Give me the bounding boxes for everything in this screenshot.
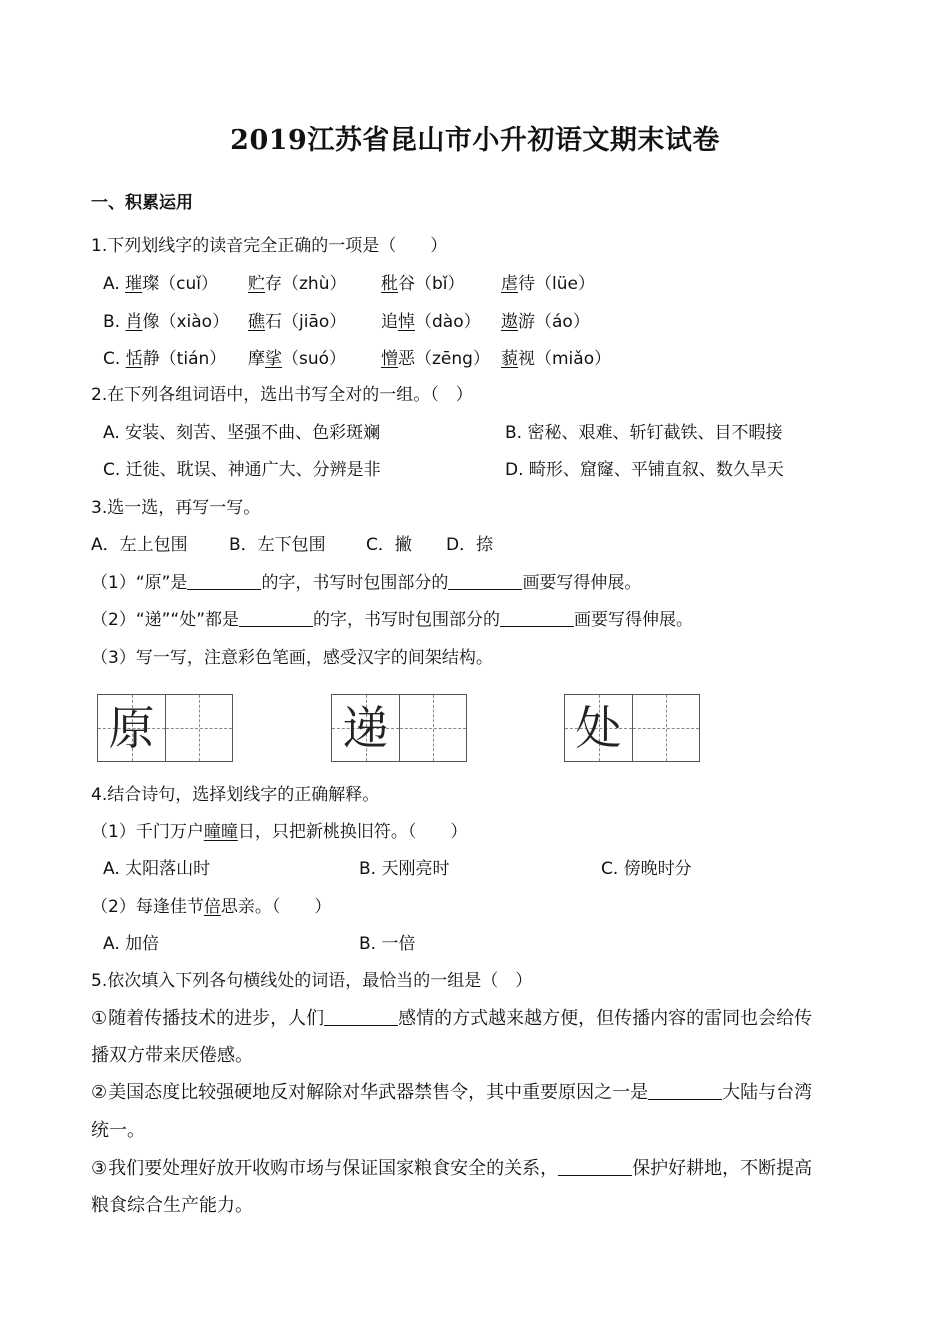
q1-option-item (103, 272, 218, 296)
q4-s2-option-a: A. 加倍 (103, 934, 160, 954)
q4-s2-post: 思亲。（ ） (220, 897, 332, 917)
q4-s2-pre: （2）每逢佳节 (91, 897, 204, 917)
answer-blank[interactable] (500, 608, 574, 627)
q1-option-pre: C. (103, 349, 126, 369)
q1-underlined-char: 挲 (265, 349, 282, 369)
q1-underlined-char: 憎 (381, 349, 398, 369)
q3-s2-text-a: （2）“递”“处”都是 (91, 610, 240, 630)
q1-underlined-char: 虐 (501, 274, 518, 294)
grid-cell (98, 695, 165, 761)
char-yuan: 原 (108, 701, 155, 755)
char-di: 递 (342, 701, 389, 755)
q1-option-post: 璨（cuǐ） (142, 274, 218, 294)
q4-sub-2 (91, 895, 331, 919)
q1-option-post: 存（zhù） (265, 274, 347, 294)
q4-s2-underlined: 倍 (203, 897, 221, 917)
answer-blank[interactable] (648, 1081, 722, 1100)
q1-underlined-char: 遨 (501, 312, 518, 332)
q5-item-3 (91, 1157, 812, 1181)
question-1-stem: 1.下列划线字的读音完全正确的一项是（ ） (91, 236, 448, 256)
q4-s1-option-b: B. 天刚亮时 (359, 859, 450, 879)
writing-grid-di[interactable] (331, 694, 467, 762)
grid-cell[interactable] (632, 695, 699, 761)
writing-grid-chu[interactable] (564, 694, 700, 762)
q1-option-pre: A. (103, 274, 126, 294)
q3-s1-text-a: （1）“原”是 (91, 573, 188, 593)
q5-item-1-cont: 播双方带来厌倦感。 (91, 1045, 253, 1066)
q3-s2-text-b: 的字，书写时包围部分的 (313, 610, 501, 630)
q5-l1-b: 感情的方式越来越方便，但传播内容的雷同也会给传 (398, 1008, 813, 1029)
writing-grid-yuan[interactable] (97, 694, 233, 762)
page-title: 2019江苏省昆山市小升初语文期末试卷 (230, 125, 720, 156)
q1-option-post: 像（xiào） (142, 312, 230, 332)
q3-sub-1 (91, 571, 641, 595)
q5-item-1 (91, 1007, 812, 1031)
q1-option-post: 石（jiāo） (265, 312, 347, 332)
item-number: ② (91, 1082, 108, 1103)
q4-s1-post: 日，只把新桃换旧符。（ ） (237, 822, 468, 842)
q1-option-item (501, 347, 611, 371)
grid-cell[interactable] (399, 695, 466, 761)
q1-option-post: 视（miǎo） (518, 349, 612, 369)
q1-underlined-char: 礁 (248, 312, 265, 332)
q1-option-pre: B. (103, 312, 126, 332)
q2-option-d: D. 畸形、窟窿、平铺直叙、数久旱天 (505, 460, 784, 480)
item-number: ③ (91, 1158, 108, 1179)
q1-option-post: （suó） (282, 349, 347, 369)
q4-s1-pre: （1）千门万户 (91, 822, 204, 842)
q3-option-b: B．左下包围 (229, 535, 326, 555)
q1-option-post: 游（áo） (518, 312, 590, 332)
grid-cell (565, 695, 632, 761)
q1-underlined-char: 藐 (501, 349, 518, 369)
q1-option-item (501, 310, 590, 334)
q1-underlined-char: 秕 (381, 274, 398, 294)
q4-sub-1 (91, 820, 467, 844)
answer-blank[interactable] (558, 1157, 632, 1176)
answer-blank[interactable] (324, 1007, 398, 1026)
q1-option-item (248, 310, 346, 334)
q3-s1-text-c: 画要写得伸展。 (522, 573, 642, 593)
q1-option-item (248, 347, 346, 371)
char-chu: 处 (575, 701, 622, 755)
answer-blank[interactable] (239, 608, 313, 627)
q1-underlined-char: 悼 (398, 312, 415, 332)
item-number: ① (91, 1008, 108, 1029)
q4-s1-underlined: 曈曈 (203, 822, 238, 842)
q3-s2-text-c: 画要写得伸展。 (574, 610, 694, 630)
q5-l2-a: 美国态度比较强硬地反对解除对华武器禁售令，其中重要原因之一是 (108, 1082, 649, 1103)
q2-option-b: B. 密秘、艰难、斩钉截铁、目不暇接 (505, 423, 783, 443)
q1-option-item (501, 272, 595, 296)
q4-s2-option-b: B. 一倍 (359, 934, 416, 954)
q1-underlined-char: 璀 (125, 274, 143, 294)
q1-option-item (103, 347, 226, 371)
grid-cell[interactable] (165, 695, 232, 761)
q4-s1-option-c: C. 傍晚时分 (601, 859, 692, 879)
answer-blank[interactable] (448, 571, 522, 590)
q1-option-post: 谷（bǐ） (398, 274, 465, 294)
q1-option-post: 待（lüe） (518, 274, 595, 294)
question-4-stem: 4.结合诗句，选择划线字的正确解释。 (91, 785, 380, 805)
q5-l3-a: 我们要处理好放开收购市场与保证国家粮食安全的关系， (108, 1158, 559, 1179)
q1-option-pre: 追 (381, 312, 398, 332)
q5-item-2 (91, 1081, 812, 1105)
q1-option-item (381, 347, 490, 371)
q5-l1-a: 随着传播技术的进步，人们 (108, 1008, 325, 1029)
q2-option-c: C. 迁徙、耽误、神通广大、分辨是非 (103, 460, 381, 480)
q1-option-post: 静（tián） (142, 349, 227, 369)
q5-l2-b: 大陆与台湾 (722, 1082, 813, 1103)
q3-sub-2 (91, 608, 693, 632)
q5-item-3-cont: 粮食综合生产能力。 (91, 1195, 253, 1216)
section-heading: 一、积累运用 (91, 193, 193, 213)
answer-blank[interactable] (187, 571, 261, 590)
question-5-stem: 5.依次填入下列各句横线处的词语，最恰当的一组是（ ） (91, 971, 533, 991)
q1-option-item (103, 310, 229, 334)
q4-s1-option-a: A. 太阳落山时 (103, 859, 211, 879)
q2-option-a: A. 安装、刻苦、坚强不曲、色彩斑斓 (103, 423, 381, 443)
q1-underlined-char: 贮 (248, 274, 265, 294)
q1-underlined-char: 恬 (125, 349, 143, 369)
q1-option-pre: 摩 (248, 349, 265, 369)
q1-option-post: 恶（zēng） (398, 349, 490, 369)
q1-option-item (381, 310, 481, 334)
q5-l3-b: 保护好耕地，不断提高 (632, 1158, 813, 1179)
q3-option-c: C．撇 (366, 535, 412, 555)
q3-sub-3: （3）写一写，注意彩色笔画，感受汉字的间架结构。 (91, 648, 493, 668)
q3-s1-text-b: 的字，书写时包围部分的 (261, 573, 449, 593)
q1-option-item (381, 272, 465, 296)
grid-cell (332, 695, 399, 761)
q1-underlined-char: 肖 (125, 312, 143, 332)
q3-option-d: D．捺 (446, 535, 494, 555)
q3-option-a: A．左上包围 (91, 535, 188, 555)
q1-option-item (248, 272, 346, 296)
q5-item-2-cont: 统一。 (91, 1120, 145, 1141)
question-2-stem: 2.在下列各组词语中，选出书写全对的一组。（ ） (91, 385, 473, 405)
question-3-stem: 3.选一选，再写一写。 (91, 498, 261, 518)
q1-option-post: （dào） (415, 312, 481, 332)
